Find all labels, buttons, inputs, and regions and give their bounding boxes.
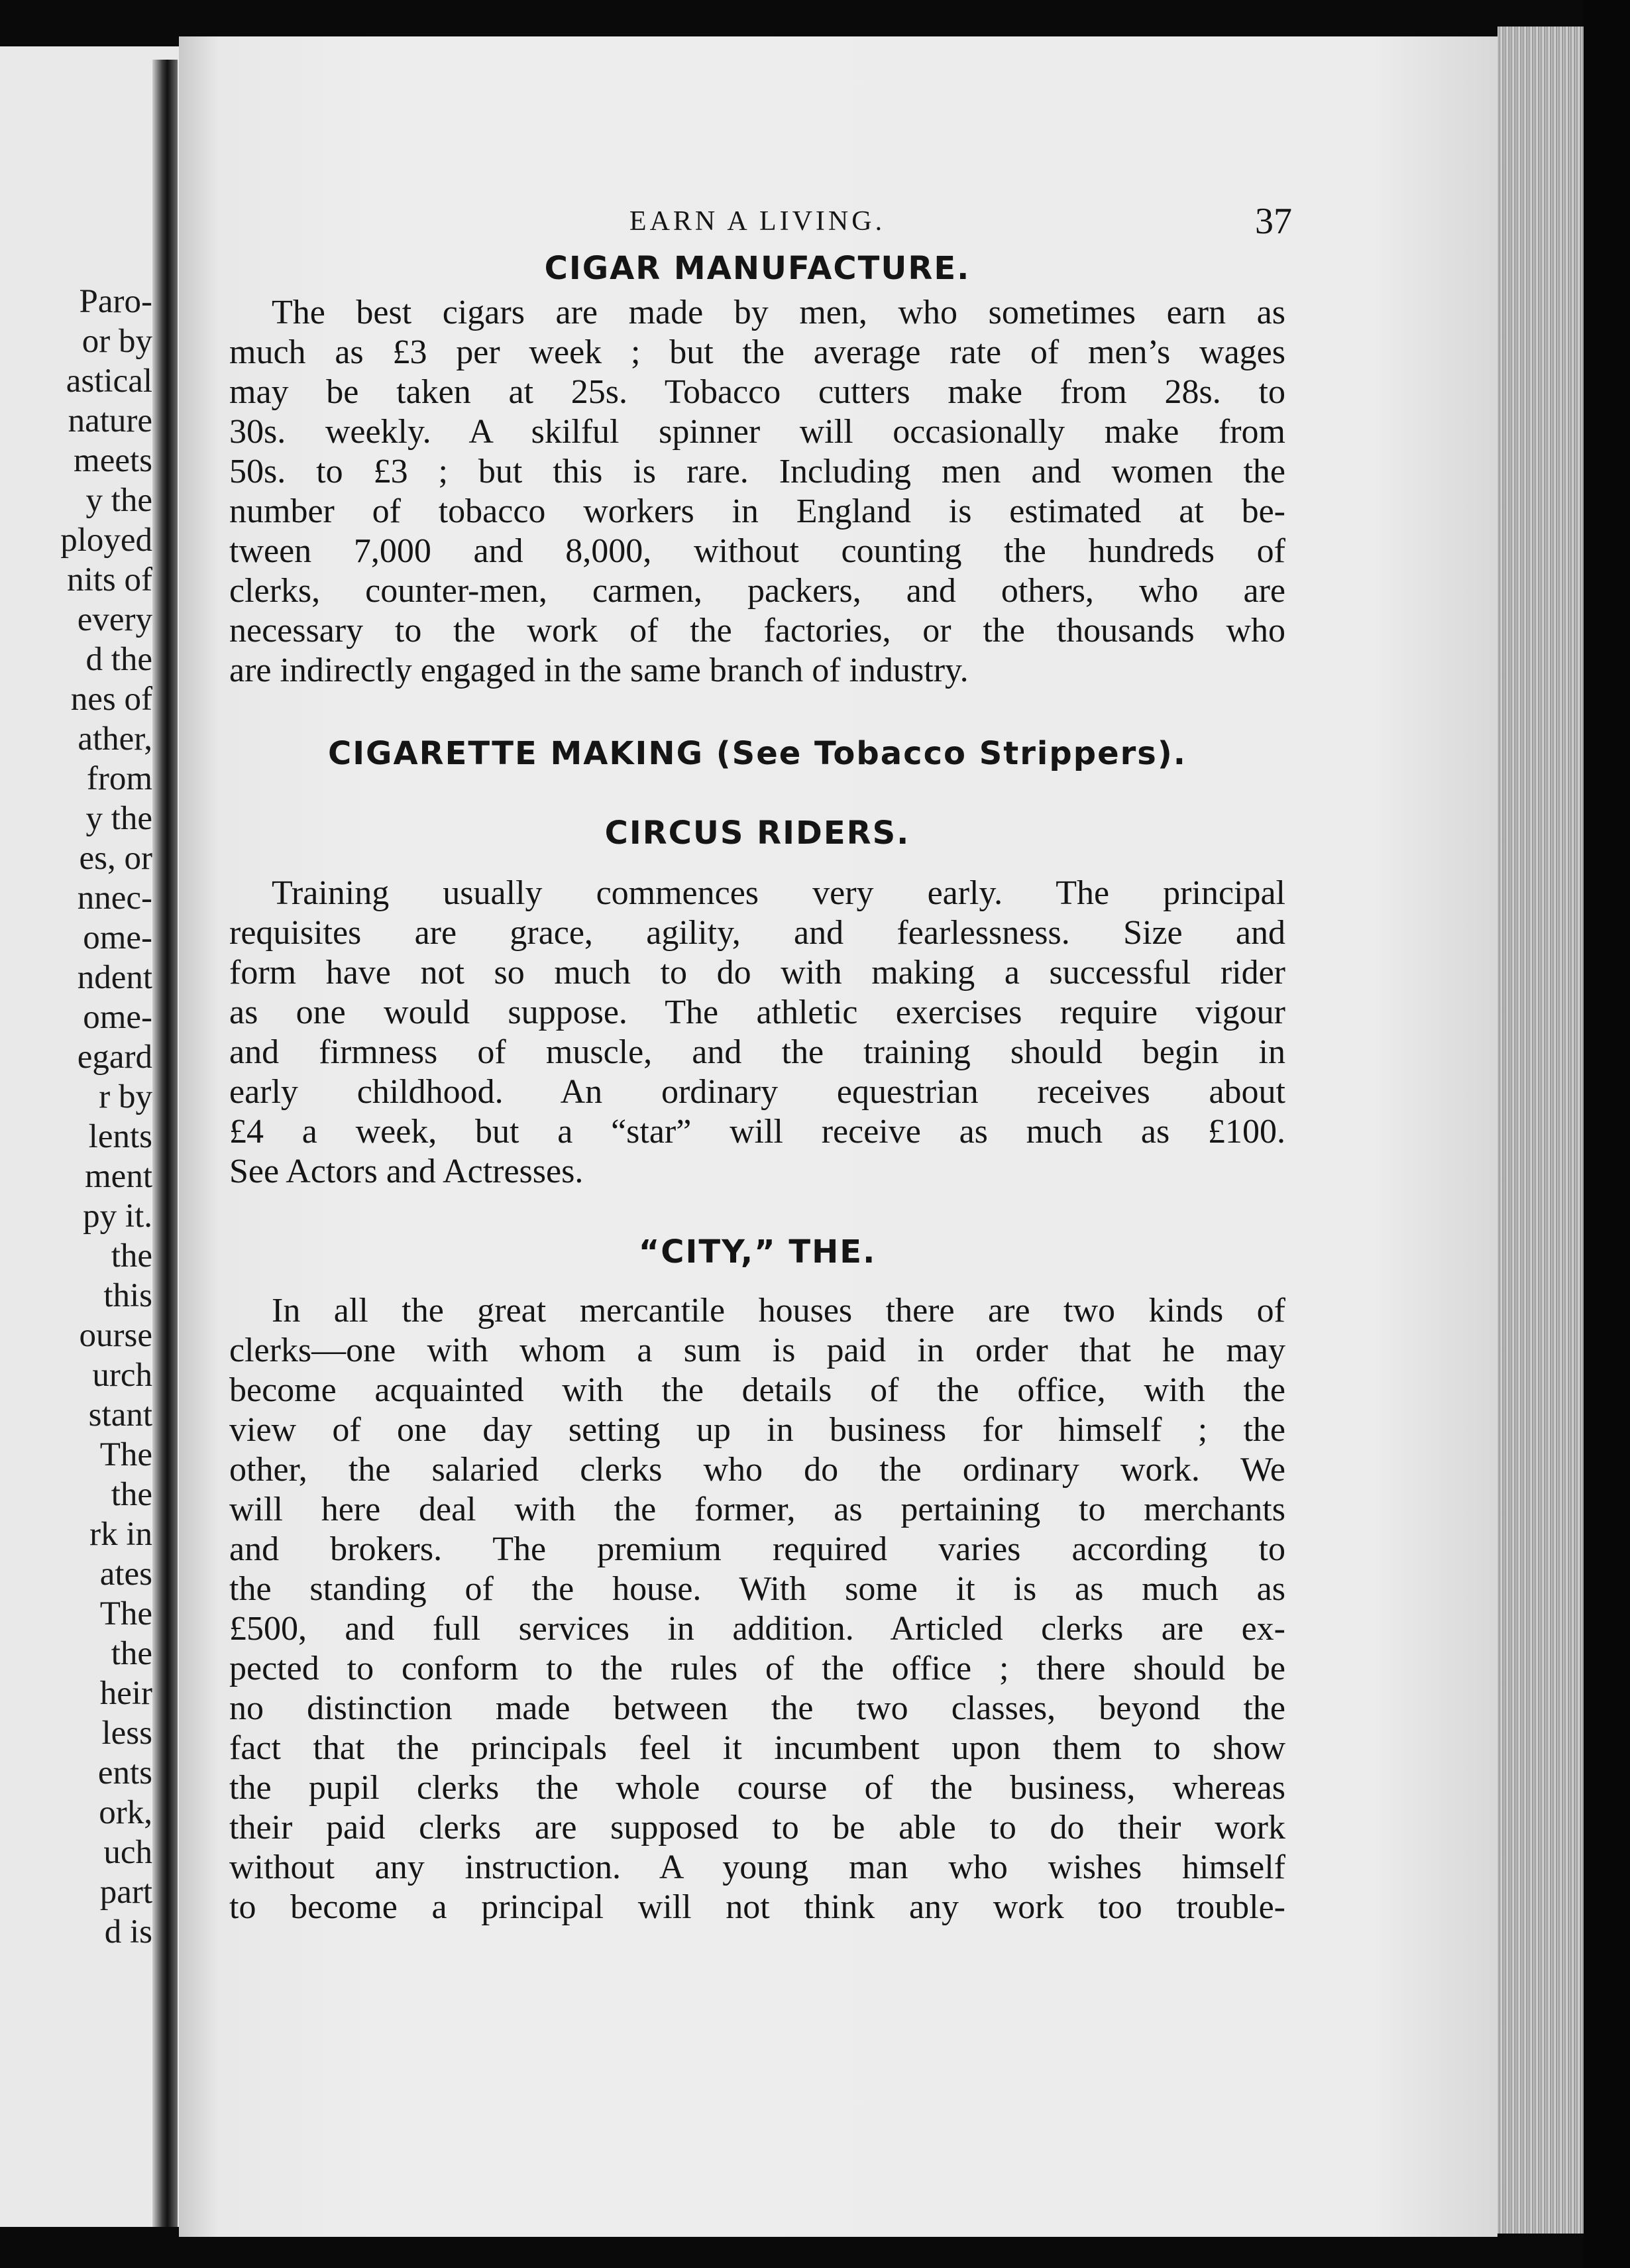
text-line: clerks, counter-men, carmen, packers, and others, who are [229,572,1285,610]
left-fragment-line: from [86,760,152,797]
left-fragment-line: y the [85,482,152,519]
text-line: without any instruction. A young man who wishes himself [229,1848,1285,1886]
running-head [229,201,1292,265]
text-line: tween 7,000 and 8,000, without counting the hundreds of [229,532,1285,570]
text-line: number of tobacco workers in England is estimated at be- [229,492,1285,530]
page-number: 37 [1255,201,1292,242]
background-edge [1584,0,1630,2268]
text-line: to become a principal will not think any work too trouble- [229,1888,1285,1926]
text-line: clerks—one with whom a sum is paid in order that he may [229,1332,1285,1369]
left-fragment-line: ents [97,1754,152,1791]
text-line: necessary to the work of the factories, or the thousands who [229,612,1285,650]
text-line: pected to conform to the rules of the office ; there should be [229,1650,1285,1687]
text-line: 30s. weekly. A skilful spinner will occasionally make from [229,413,1285,451]
left-fragment-line: heir [99,1675,152,1712]
text-line: the standing of the house. With some it is as much as [229,1570,1285,1608]
left-fragment-line: Paro- [79,283,152,320]
running-title: EARN A LIVING. [629,206,886,237]
left-fragment-line: ourse [79,1317,152,1354]
text-line: and firmness of muscle, and the training should begin in [229,1033,1285,1071]
left-fragment-line: ome- [83,919,152,956]
text-line: The best cigars are made by men, who sometimes earn as [272,294,1285,331]
left-fragment-line: rk in [89,1516,152,1553]
text-line: will here deal with the former, as pertaining to merchants [229,1491,1285,1528]
section-heading-cigar-manufacture: CIGAR MANUFACTURE. [544,250,971,287]
text-line: See Actors and Actresses. [229,1153,584,1190]
left-fragment-line: astical [66,363,152,400]
text-line: may be taken at 25s. Tobacco cutters make from 28s. to [229,373,1285,411]
section-heading-circus-riders: CIRCUS RIDERS. [604,815,910,852]
paragraph-city [229,1291,1285,1927]
text-line: and brokers. The premium required varies according to [229,1530,1285,1568]
left-fragment-line: nnec- [77,879,152,917]
paragraph-circus-riders [229,874,1285,1192]
left-fragment-line: stant [88,1396,152,1434]
left-fragment-line: ork, [99,1794,152,1831]
left-fragment-line: the [111,1476,152,1513]
left-fragment-line: es, or [79,840,152,877]
text-line: requisites are grace, agility, and fearlessness. Size and [229,914,1285,952]
left-fragment-line: nature [68,402,152,439]
left-fragment-line: the [111,1237,152,1275]
text-line: much as £3 per week ; but the average rate of men’s wages [229,333,1285,371]
text-line: fact that the principals feel it incumbent upon them to show [229,1729,1285,1767]
left-fragment-line: ome- [83,999,152,1036]
section-heading-city: “CITY,” THE. [638,1233,877,1271]
left-fragment-line: uch [103,1834,152,1871]
left-fragment-line: egard [77,1039,152,1076]
text-line: £500, and full services in addition. Articled clerks are ex- [229,1610,1285,1648]
left-fragment-line: or by [82,323,152,360]
left-fragment-line: the [111,1635,152,1672]
text-line: other, the salaried clerks who do the ordinary work. We [229,1451,1285,1489]
text-line: become acquainted with the details of the office, with the [229,1371,1285,1409]
paragraph-cigar-manufacture [229,293,1285,691]
left-page-text-fragments [60,282,152,1952]
left-fragment-line: this [103,1277,152,1314]
left-fragment-line: r by [99,1078,152,1115]
book-gutter [152,60,178,2227]
section-heading-cigarette-making: CIGARETTE MAKING (See Tobacco Strippers). [327,735,1187,772]
left-fragment-line: nes of [70,681,152,718]
left-fragment-line: ather, [78,720,152,758]
text-line: In all the great mercantile houses there are two kinds of [272,1292,1285,1330]
page-edges [1497,27,1584,2234]
text-line: early childhood. An ordinary equestrian receives about [229,1073,1285,1111]
left-fragment-line: every [77,601,152,638]
left-fragment-line: The [99,1595,152,1632]
left-fragment-line: ployed [60,522,152,559]
text-line: their paid clerks are supposed to be able to do their work [229,1809,1285,1846]
page-text-block [229,201,1292,1927]
text-line: are indirectly engaged in the same branch of industry. [229,652,969,689]
left-fragment-line: nits of [67,561,152,598]
left-fragment-line: part [99,1874,152,1911]
text-line: Training usually commences very early. The principal [272,874,1285,912]
left-fragment-line: lents [88,1118,152,1155]
left-fragment-line: y the [85,800,152,837]
left-fragment-line: d is [104,1913,152,1951]
left-fragment-line: py it. [83,1198,152,1235]
text-line: the pupil clerks the whole course of the business, whereas [229,1769,1285,1807]
text-line: as one would suppose. The athletic exercises require vigour [229,993,1285,1031]
left-fragment-line: less [101,1715,152,1752]
left-fragment-line: meets [74,442,152,479]
text-line: £4 a week, but a “star” will receive as much as £100. [229,1113,1285,1151]
left-fragment-line: ates [99,1556,152,1593]
left-fragment-line: The [99,1436,152,1473]
left-fragment-line: ment [85,1158,152,1195]
left-fragment-line: d the [85,641,152,678]
left-fragment-line: urch [92,1357,152,1394]
text-line: form have not so much to do with making a successful rider [229,954,1285,992]
text-line: 50s. to £3 ; but this is rare. Including men and women the [229,453,1285,490]
text-line: view of one day setting up in business for himself ; the [229,1411,1285,1449]
left-fragment-line: ndent [77,959,152,996]
text-line: no distinction made between the two classes, beyond the [229,1689,1285,1727]
